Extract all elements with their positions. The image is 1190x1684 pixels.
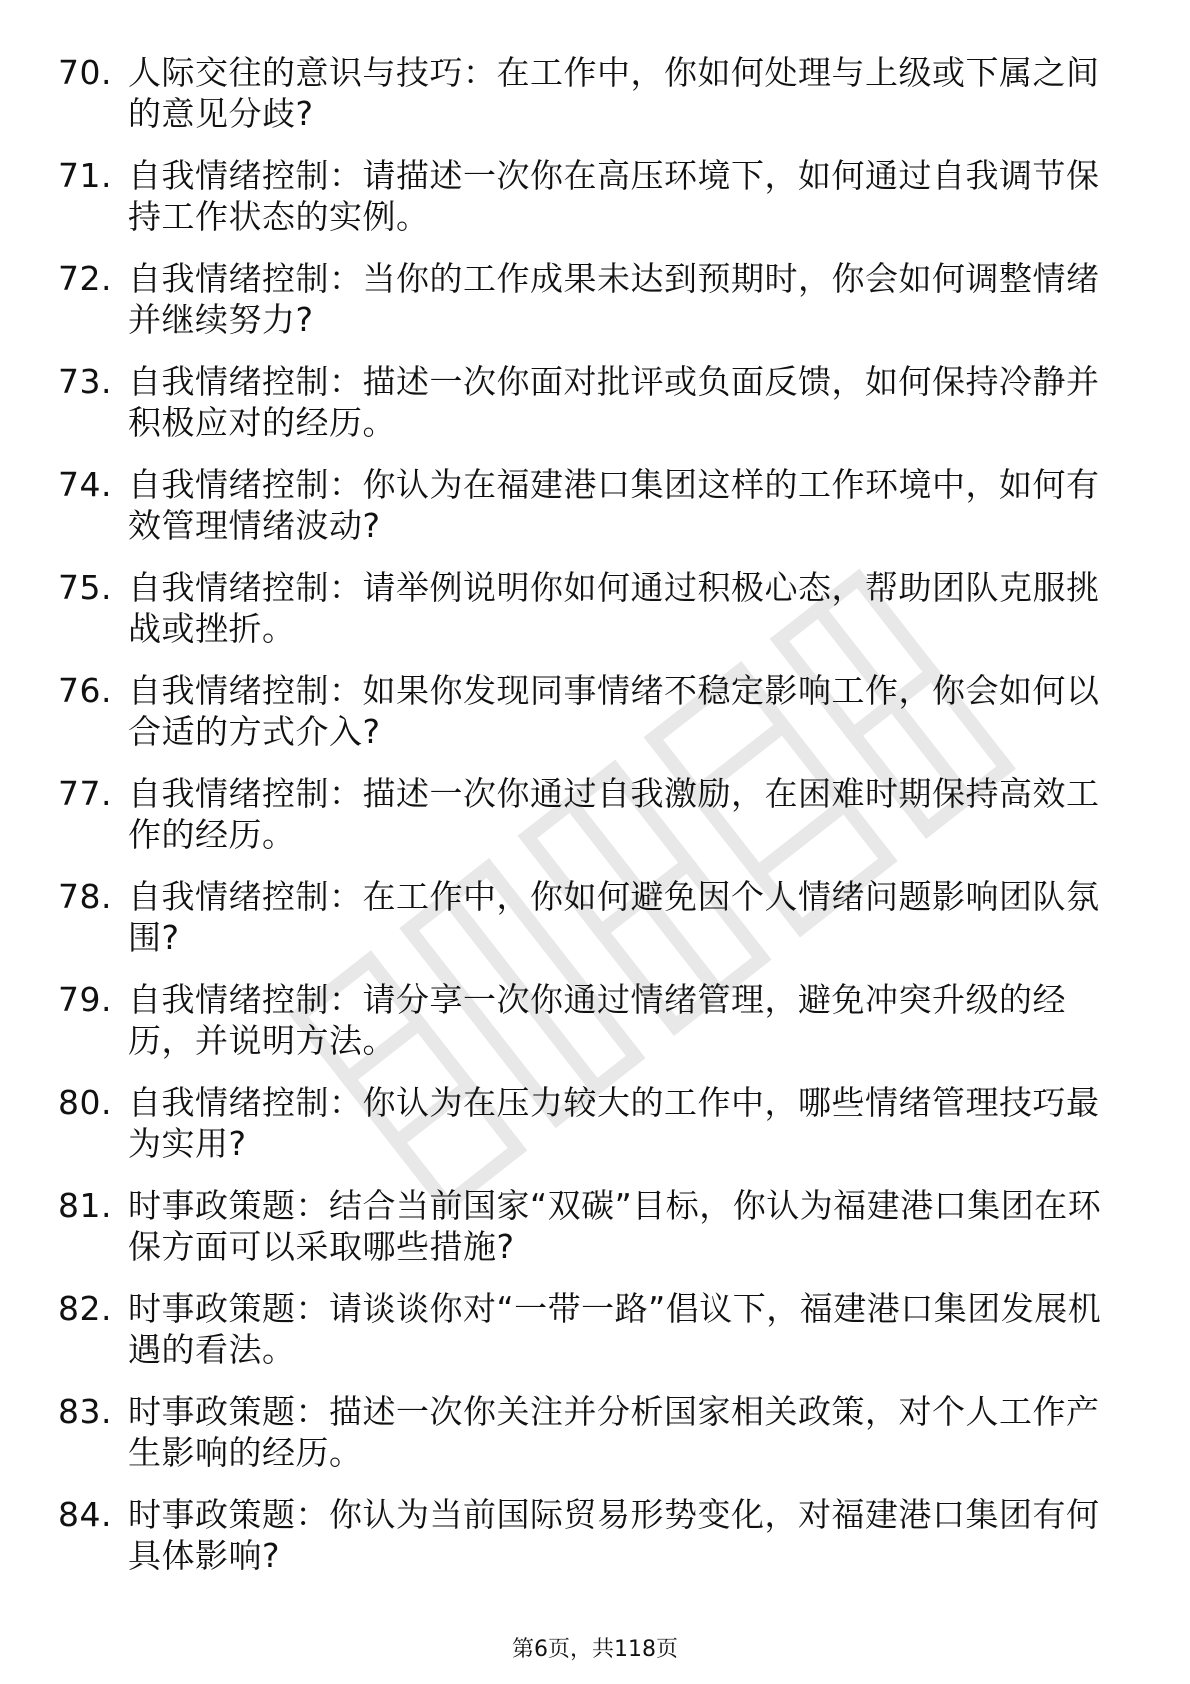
list-item (58, 670, 1118, 773)
list-item (58, 773, 1118, 876)
item-text: 自我情绪控制：在工作中，你如何避免因个人情绪问题影响团队氛围? (128, 877, 1100, 957)
item-number: 70. (58, 53, 112, 92)
list-item (58, 567, 1118, 670)
item-text: 自我情绪控制：当你的工作成果未达到预期时，你会如何调整情绪并继续努力? (128, 259, 1100, 339)
item-text: 自我情绪控制：请举例说明你如何通过积极心态，帮助团队克服挑战或挫折。 (128, 568, 1100, 648)
item-number: 72. (58, 259, 112, 298)
item-text: 自我情绪控制：请分享一次你通过情绪管理，避免冲突升级的经历，并说明方法。 (128, 980, 1066, 1060)
question-list (58, 52, 1118, 1597)
item-number: 73. (58, 362, 112, 401)
item-number: 84. (58, 1495, 112, 1534)
list-item (58, 464, 1118, 567)
list-item (58, 1494, 1118, 1597)
page-footer: 第6页，共118页 (512, 1637, 678, 1662)
list-item (58, 979, 1118, 1082)
list-item (58, 1082, 1118, 1185)
item-text: 自我情绪控制：请描述一次你在高压环境下，如何通过自我调节保持工作状态的实例。 (128, 156, 1100, 236)
item-number: 80. (58, 1083, 112, 1122)
item-text: 自我情绪控制：描述一次你通过自我激励，在困难时期保持高效工作的经历。 (128, 774, 1100, 854)
item-number: 78. (58, 877, 112, 916)
item-number: 81. (58, 1186, 112, 1225)
item-text: 时事政策题：你认为当前国际贸易形势变化，对福建港口集团有何具体影响? (128, 1495, 1100, 1575)
item-text: 时事政策题：请谈谈你对“一带一路”倡议下，福建港口集团发展机遇的看法。 (128, 1289, 1102, 1369)
list-item (58, 361, 1118, 464)
list-item (58, 1185, 1118, 1288)
item-number: 77. (58, 774, 112, 813)
item-text: 自我情绪控制：描述一次你面对批评或负面反馈，如何保持冷静并积极应对的经历。 (128, 362, 1100, 442)
list-item (58, 52, 1118, 155)
list-item (58, 1288, 1118, 1391)
list-item (58, 155, 1118, 258)
item-text: 时事政策题：结合当前国家“双碳”目标，你认为福建港口集团在环保方面可以采取哪些措施? (128, 1186, 1102, 1266)
item-text: 自我情绪控制：你认为在压力较大的工作中，哪些情绪管理技巧最为实用? (128, 1083, 1100, 1163)
item-number: 79. (58, 980, 112, 1019)
list-item (58, 876, 1118, 979)
item-number: 82. (58, 1289, 112, 1328)
item-number: 76. (58, 671, 112, 710)
item-number: 75. (58, 568, 112, 607)
item-number: 74. (58, 465, 112, 504)
item-text: 人际交往的意识与技巧：在工作中，你如何处理与上级或下属之间的意见分歧? (128, 53, 1100, 133)
item-text: 自我情绪控制：如果你发现同事情绪不稳定影响工作，你会如何以合适的方式介入? (128, 671, 1100, 751)
item-text: 自我情绪控制：你认为在福建港口集团这样的工作环境中，如何有效管理情绪波动? (128, 465, 1100, 545)
list-item (58, 1391, 1118, 1494)
list-item (58, 258, 1118, 361)
item-text: 时事政策题：描述一次你关注并分析国家相关政策，对个人工作产生影响的经历。 (128, 1392, 1100, 1472)
item-number: 83. (58, 1392, 112, 1431)
item-number: 71. (58, 156, 112, 195)
